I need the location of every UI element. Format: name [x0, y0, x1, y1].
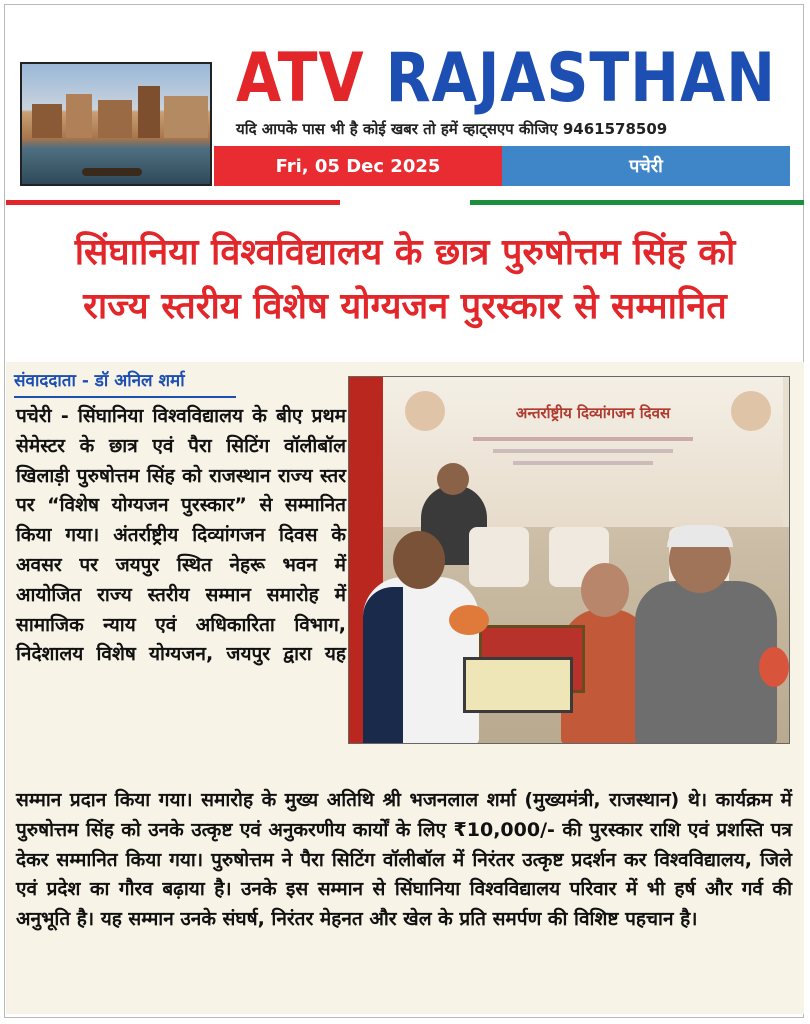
date-label: Fri, 05 Dec 2025 [275, 155, 441, 177]
article-full-width-text [16, 786, 792, 935]
article-paragraph-column: पचेरी - सिंघानिया विश्वविद्यालय के बीए प्रथम सेमेस्टर के छात्र एवं पैरा सिटिंग वॉलीबॉल खिलाड़ी पुरुषोत्तम सिंह को राजस्थान राज्य स्तर पर “विशेष योग्यजन पुरस्कार” से सम्मानित किया गया। अंतर्राष्ट्रीय दिव्यांगजन दिवस के अवसर पर जयपुर स्थित नेहरू भवन में आयोजित राज्य स्तरीय सम्मान समारोह में सामाजिक न्याय एवं अधिकारिता विभाग, निदेशालय विशेष योग्यजन, जयपुर द्वारा यह [16, 405, 346, 666]
headline-line-2: राज्य स्तरीय विशेष योग्यजन पुरस्कार से सम्मानित [83, 286, 727, 327]
location-label: पचेरी [629, 156, 663, 177]
award-ceremony-photo [348, 376, 790, 744]
headline-line-1: सिंघानिया विश्वविद्यालय के छात्र पुरुषोत्तम सिंह को [74, 232, 736, 273]
city-ghat-photo [20, 62, 212, 186]
article-column-text [16, 402, 346, 670]
banner-title: अन्तर्राष्ट्रीय दिव्यांगजन दिवस [515, 404, 671, 422]
brand-logo [236, 39, 776, 118]
divider-green [470, 200, 804, 205]
headline [6, 226, 804, 334]
byline: संवाददाता - डॉ अनिल शर्मा [14, 371, 185, 391]
brand-rajasthan: RAJASTHAN [385, 39, 776, 118]
article-paragraph-full: सम्मान प्रदान किया गया। समारोह के मुख्य अतिथि श्री भजनलाल शर्मा (मुख्यमंत्री, राजस्थान) थे। कार्यक्रम में पुरुषोत्तम सिंह को उनके उत्कृष्ट एवं अनुकरणीय कार्यों के लिए ₹10,000/- की पुरस्कार राशि एवं प्रशस्ति पत्र देकर सम्मानित किया गया। पुरुषोत्तम ने पैरा सिटिंग वॉलीबॉल में निरंतर उत्कृष्ट प्रदर्शन कर विश्वविद्यालय, जिले एवं प्रदेश का गौरव बढ़ाया है। उनके इस सम्मान से सिंघानिया विश्वविद्यालय परिवार में भी हर्ष और गर्व की अनुभूति है। यह सम्मान उनके संघर्ष, निरंतर मेहनत और खेल के प्रति समर्पण की विशिष्ट पहचान है। [16, 789, 792, 931]
whatsapp-tagline: यदि आपके पास भी है कोई खबर तो हमें व्हाट्सएप कीजिए 9461578509 [236, 120, 668, 138]
location-bar [502, 146, 790, 186]
byline-underline [14, 396, 236, 398]
divider-red [6, 200, 340, 205]
date-bar [214, 146, 502, 186]
brand-atv: ATV [236, 39, 365, 118]
